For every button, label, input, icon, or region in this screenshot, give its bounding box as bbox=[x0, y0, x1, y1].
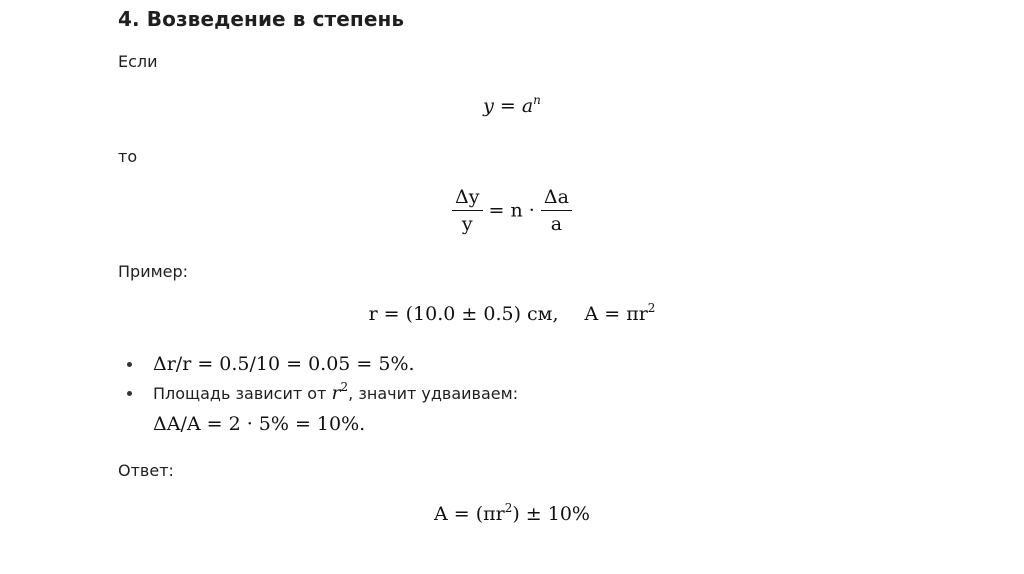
fraction-right-denominator: a bbox=[550, 213, 563, 235]
then-label: то bbox=[118, 147, 138, 166]
list-item bbox=[124, 379, 518, 438]
example-area: A = πr bbox=[584, 303, 648, 325]
power-formula-eq: = bbox=[493, 95, 522, 117]
fraction-right bbox=[541, 186, 572, 235]
formula-middle: = n · bbox=[482, 199, 541, 222]
example-label: Пример: bbox=[118, 262, 189, 281]
if-label: Если bbox=[118, 52, 158, 71]
answer-exponent: 2 bbox=[504, 501, 513, 515]
power-formula-lhs: y bbox=[483, 95, 494, 117]
answer-label: Ответ: bbox=[118, 461, 174, 480]
fraction-left bbox=[452, 186, 482, 235]
example-formula bbox=[0, 303, 1024, 325]
fraction-left-numerator: Δy bbox=[452, 186, 482, 211]
relative-radius-error: Δr/r = 0.5/10 = 0.05 = 5%. bbox=[153, 353, 415, 375]
answer-left: A = (πr bbox=[434, 503, 505, 525]
answer-right: ) ± 10% bbox=[512, 503, 590, 525]
relative-error-formula bbox=[0, 186, 1024, 235]
bullet-dot bbox=[127, 391, 132, 396]
fraction-right-numerator: Δa bbox=[541, 186, 572, 211]
bullet-list bbox=[124, 350, 518, 438]
answer-formula bbox=[0, 503, 1024, 525]
power-formula-exponent: n bbox=[533, 93, 541, 107]
power-formula-base: a bbox=[521, 95, 534, 117]
page-title: 4. Возведение в степень bbox=[118, 7, 405, 31]
area-dependence-exp: 2 bbox=[340, 380, 349, 394]
bullet-dot bbox=[127, 362, 132, 367]
power-formula bbox=[0, 95, 1024, 117]
area-dependence-var: r bbox=[331, 382, 341, 404]
example-area-exponent: 2 bbox=[647, 301, 656, 315]
relative-area-error: ΔA/A = 2 · 5% = 10%. bbox=[153, 413, 366, 435]
area-dependence-text: Площадь зависит от bbox=[153, 384, 332, 403]
area-dependence-tail: , значит удваиваем: bbox=[348, 384, 519, 403]
fraction-left-denominator: y bbox=[461, 213, 473, 235]
example-radius: r = (10.0 ± 0.5) см, bbox=[368, 303, 559, 325]
list-item bbox=[124, 350, 518, 379]
